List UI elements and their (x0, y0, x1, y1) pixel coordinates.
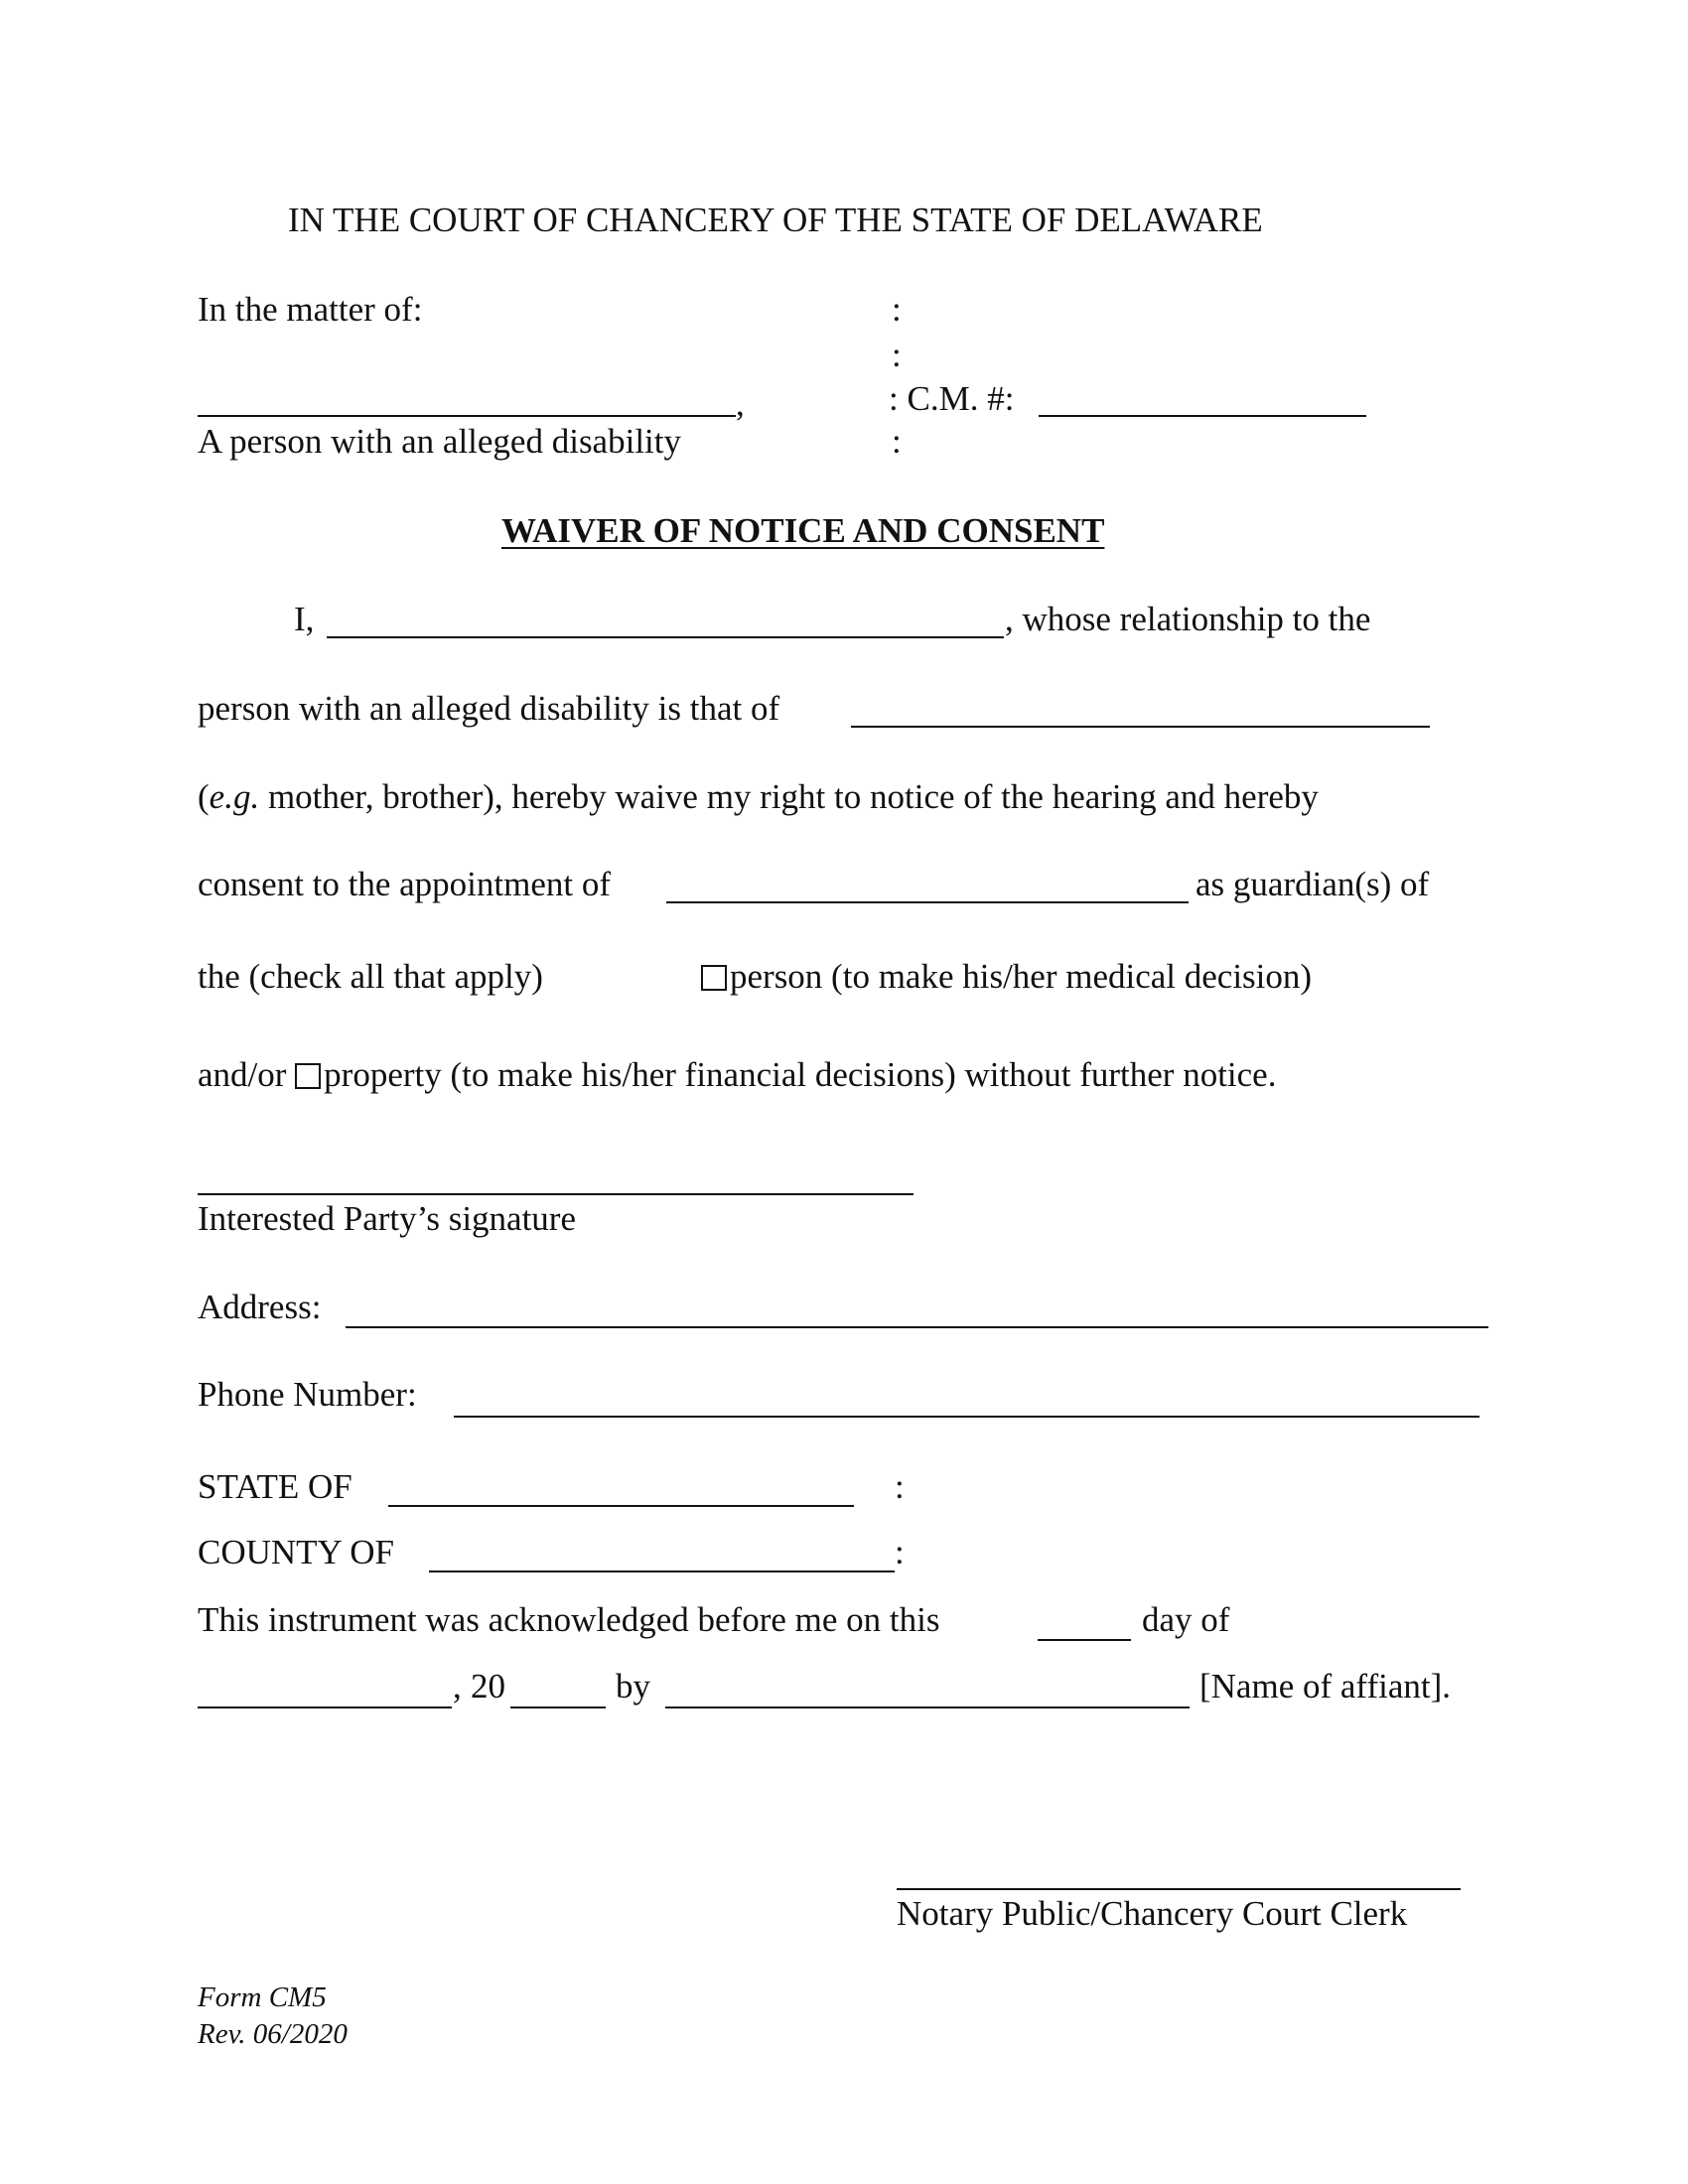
document-title: WAIVER OF NOTICE AND CONSENT (501, 511, 1105, 550)
county-label: COUNTY OF (198, 1533, 395, 1571)
county-colon: : (895, 1533, 905, 1571)
address-field-line[interactable] (346, 1326, 1488, 1328)
caption-colon-1: : (892, 290, 902, 329)
state-label: STATE OF (198, 1467, 352, 1506)
person-name-comma: , (736, 384, 745, 423)
property-checkbox[interactable] (295, 1063, 321, 1089)
form-revision: Rev. 06/2020 (198, 2018, 348, 2050)
affiant-name-line[interactable] (665, 1706, 1190, 1708)
person-checkbox[interactable] (701, 965, 727, 991)
body-l3 (198, 775, 1319, 819)
ack-affiant: [Name of affiant]. (1199, 1667, 1451, 1706)
caption-colon-3: : (892, 422, 902, 461)
form-number: Form CM5 (198, 1981, 327, 2013)
address-label: Address: (198, 1288, 322, 1326)
state-field-line[interactable] (388, 1505, 854, 1507)
person-option-label: person (to make his/her medical decision) (730, 957, 1313, 996)
person-label: A person with an alleged disability (198, 422, 681, 461)
matter-label: In the matter of: (198, 290, 423, 329)
body-l5-start: the (check all that apply) (198, 957, 543, 996)
clerk-signature-line[interactable] (897, 1888, 1461, 1890)
ack-year-line[interactable] (510, 1706, 606, 1708)
county-field-line[interactable] (429, 1570, 895, 1572)
state-colon: : (895, 1467, 905, 1506)
phone-field-line[interactable] (454, 1416, 1479, 1418)
body-l2-start: person with an alleged disability is that of (198, 689, 780, 728)
ack-day-of: day of (1142, 1600, 1230, 1639)
caption-colon-2: : (892, 336, 902, 374)
ack-day-line[interactable] (1038, 1639, 1131, 1641)
court-header: IN THE COURT OF CHANCERY OF THE STATE OF DELAWARE (288, 201, 1263, 239)
body-l4-start: consent to the appointment of (198, 865, 612, 903)
signature-line[interactable] (198, 1193, 914, 1195)
clerk-label: Notary Public/Chancery Court Clerk (897, 1894, 1408, 1933)
ack-by: by (616, 1667, 650, 1706)
ack-comma: , (453, 1667, 462, 1706)
body-l3-paren: ( (198, 777, 210, 816)
body-l4-end: as guardian(s) of (1196, 865, 1430, 903)
name-field-line[interactable] (327, 636, 1004, 638)
person-name-line[interactable] (198, 415, 736, 417)
property-option-label: property (to make his/her financial decisions) without further notice. (324, 1055, 1277, 1094)
body-l6 (198, 1053, 1276, 1097)
signature-label: Interested Party’s signature (198, 1199, 577, 1238)
guardian-field-line[interactable] (666, 901, 1189, 903)
cm-number-line[interactable] (1039, 415, 1366, 417)
ack-year-prefix: 20 (471, 1667, 505, 1706)
cm-label: : C.M. #: (889, 379, 1015, 418)
ack-month-line[interactable] (198, 1706, 452, 1708)
person-option (701, 955, 1312, 999)
body-l6-start: and/or (198, 1055, 287, 1094)
ack-start: This instrument was acknowledged before me on this (198, 1600, 940, 1639)
body-l3-eg: e.g. (209, 777, 260, 816)
body-l3-rest: mother, brother), hereby waive my right to notice of the hearing and hereby (259, 777, 1319, 816)
body-l1-end: , whose relationship to the (1005, 600, 1371, 638)
phone-label: Phone Number: (198, 1375, 417, 1414)
body-l1-start: I, (294, 600, 315, 638)
relationship-field-line[interactable] (851, 726, 1430, 728)
